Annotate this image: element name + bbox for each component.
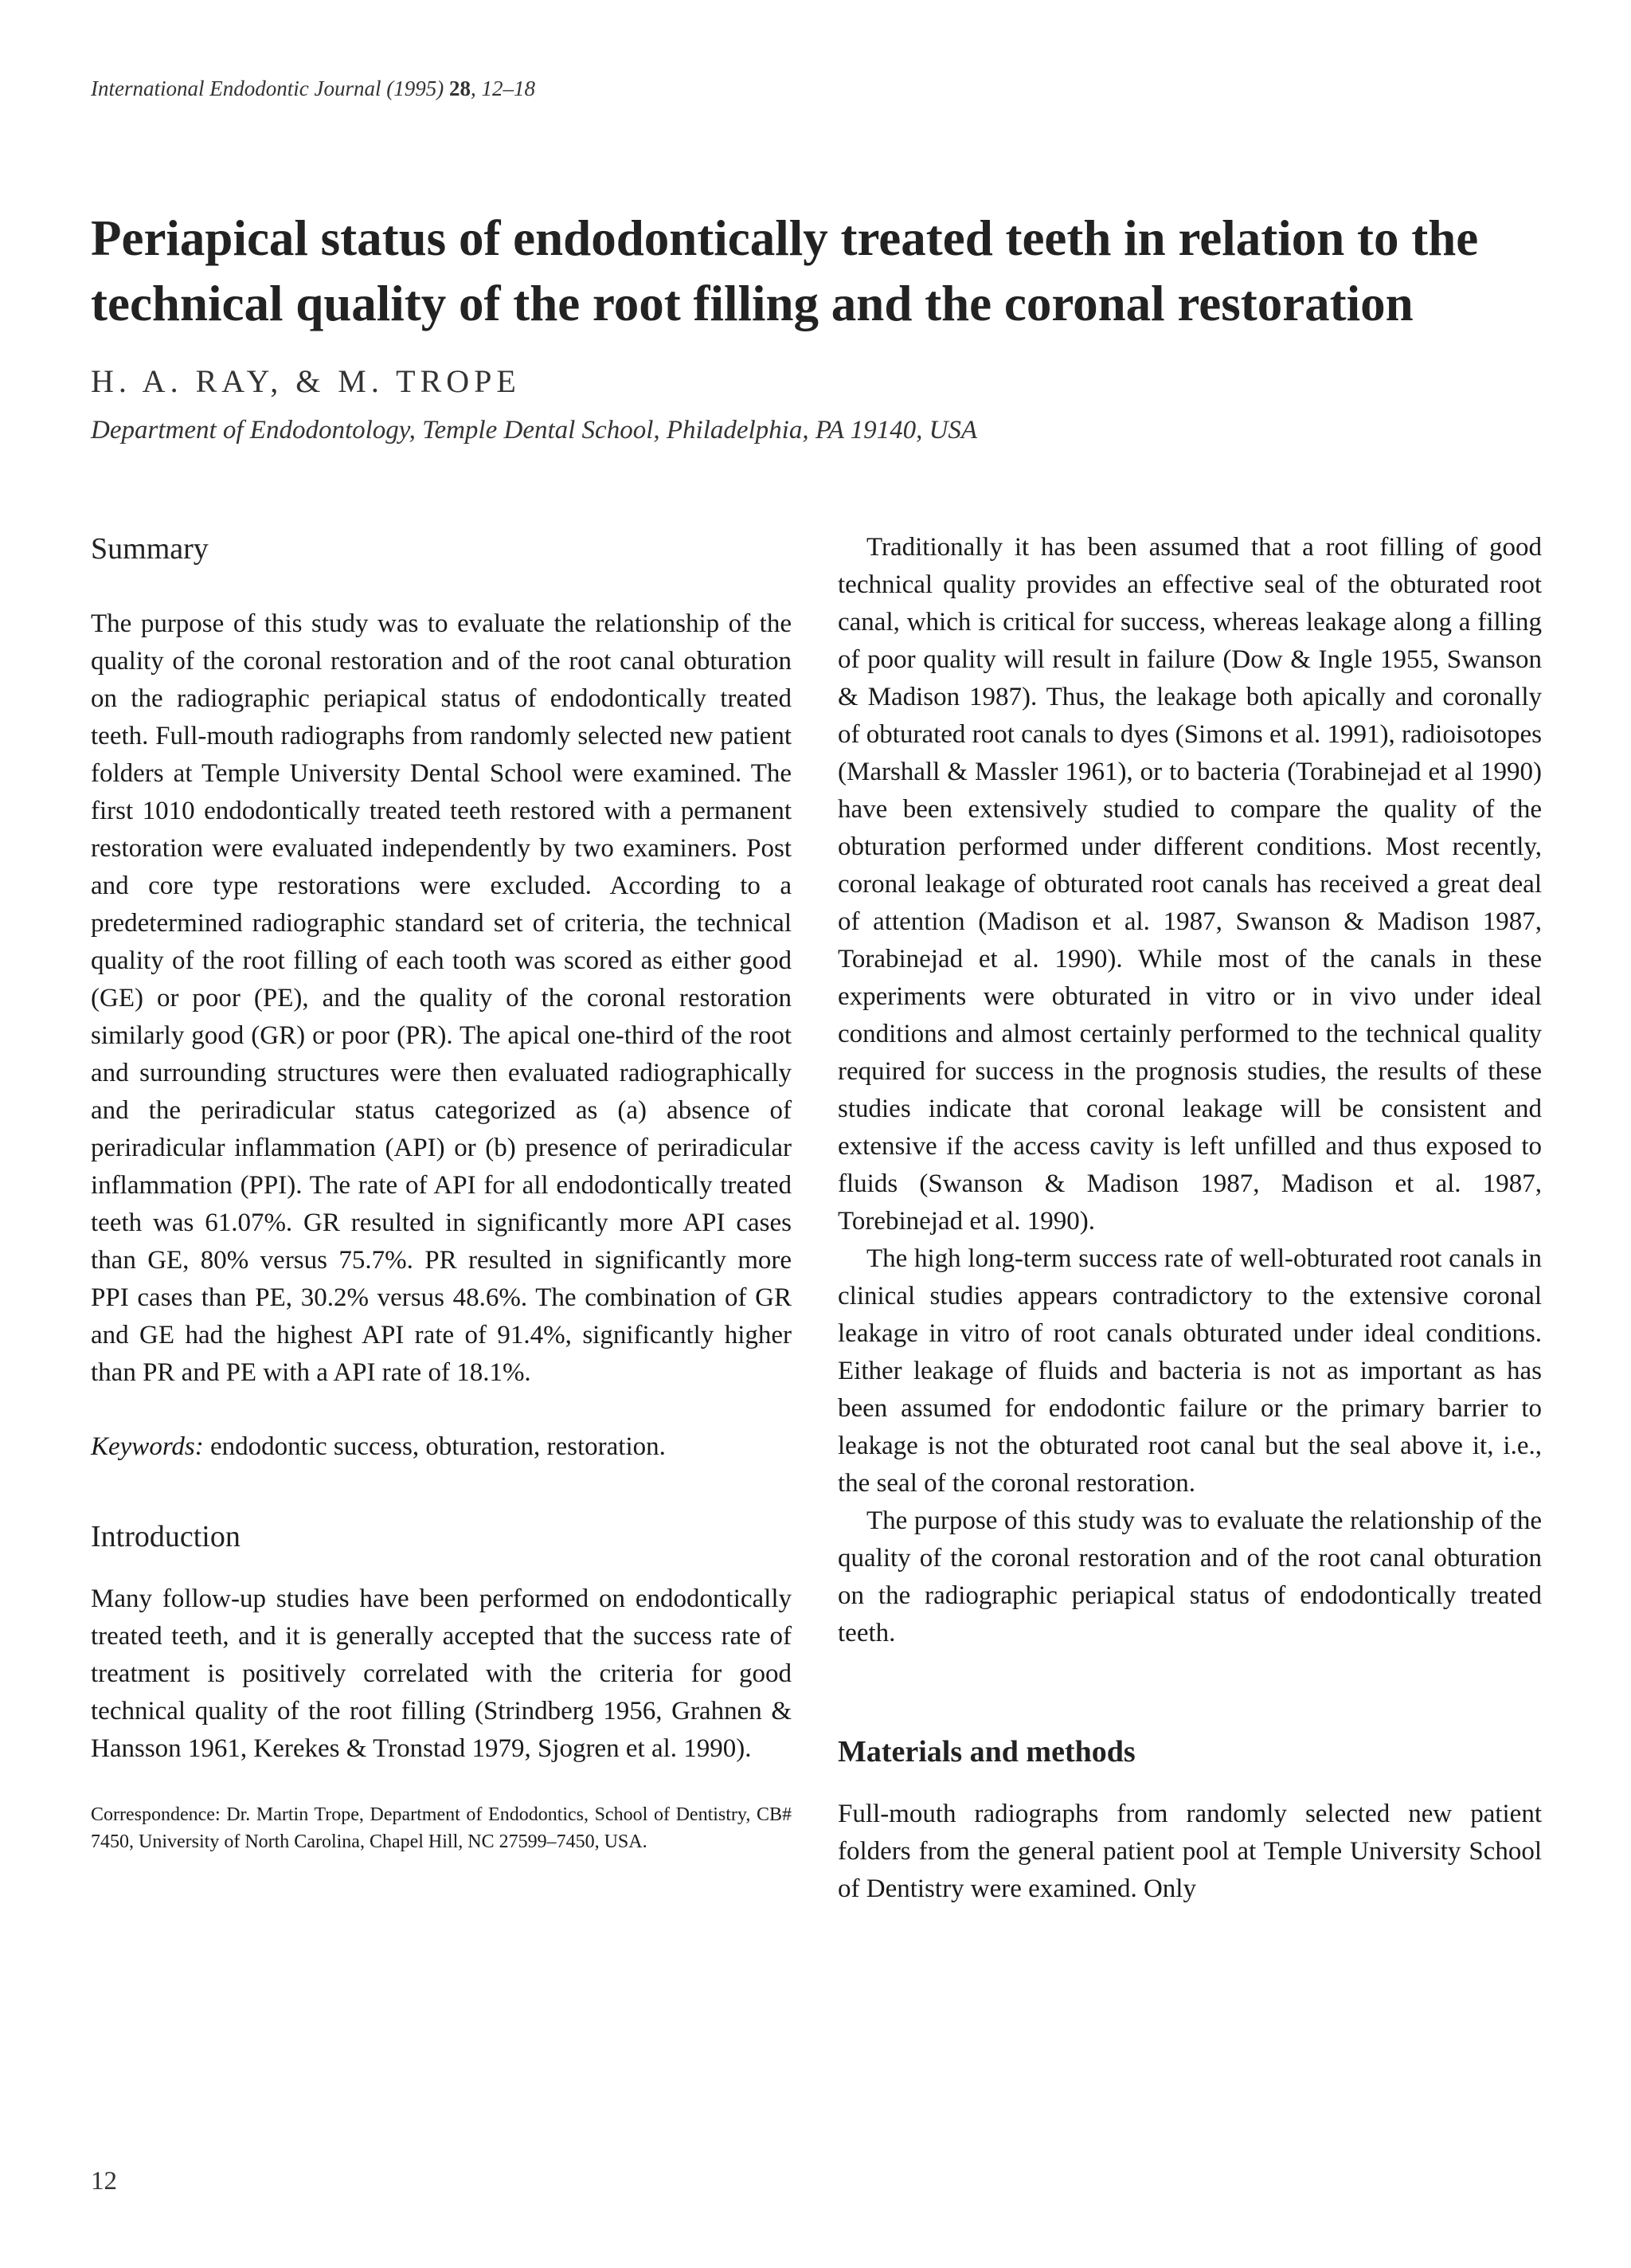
keywords-text: endodontic success, obturation, restoration. (203, 1432, 666, 1461)
keywords (91, 1428, 792, 1466)
summary-heading: Summary (91, 532, 209, 566)
authors: H. A. RAY, & M. TROPE (91, 363, 521, 399)
introduction-paragraph-3: The high long-term success rate of well-obturated root canals in clinical studies appears contradictory to the extensive coronal leakage in vitro of root canals obturated under ideal conditions. Either leakage of fluids and bacteria is not as important as has been assumed for endodontic failure or the primary barrier to leakage is not the obturated root canal but the seal above it, i.e., the seal of the coronal restoration. (838, 1244, 1542, 1498)
summary-text: The purpose of this study was to evaluate the relationship of the quality of the coronal restoration and of the root canal obturation on the radiographic periapical status of endodontically treated teeth. Full-mouth radiographs from randomly selected new patient folders at Temple University Dental School were examined. The first 1010 endodontically treated teeth restored with a permanent restoration were evaluated independently by two examiners. Post and core type restorations were excluded. According to a predetermined radiographic standard set of criteria, the technical quality of the root filling of each tooth was scored as either good (GE) or poor (PE), and the quality of the coronal restoration similarly good (GR) or poor (PR). The apical one-third of the root and surrounding structures were then evaluated radiographically and the periradicular status categorized as (a) absence of periradicular inflammation (API) or (b) presence of periradicular inflammation (PPI). The rate of API for all endodontically treated teeth was 61.07%. GR resulted in significantly more API cases than GE, 80% versus 75.7%. PR resulted in significantly more PPI cases than PE, 30.2% versus 48.6%. The combination of GR and GE had the highest API rate of 91.4%, significantly higher than PR and PE with a API rate of 18.1%. (91, 609, 792, 1387)
methods-heading: Materials and methods (838, 1735, 1136, 1769)
journal-volume: 28 (448, 76, 471, 100)
keywords-label: Keywords: (91, 1432, 204, 1461)
introduction-heading: Introduction (91, 1520, 241, 1553)
journal-name: International Endodontic Journal (91, 76, 381, 100)
article-title: Periapical status of endodontically treated teeth in relation to the technical quality of the root filling and the coronal restoration (91, 210, 1479, 331)
left-column (91, 529, 792, 1855)
affiliation: Department of Endodontology, Temple Dental School, Philadelphia, PA 19140, USA (91, 416, 978, 445)
page-number: 12 (91, 2167, 117, 2196)
right-column (838, 529, 1542, 1908)
introduction-paragraph-2: Traditionally it has been assumed that a root filling of good technical quality provides an effective seal of the obturated root canal, which is critical for success, whereas leakage along a filling of poor quality will result in failure (Dow & Ingle 1955, Swanson & Madison 1987). Thus, the leakage both apically and coronally of obturated root canals to dyes (Simons et al. 1991), radioisotopes (Marshall & Massler 1961), or to bacteria (Torabinejad et al 1990) have been extensively studied to compare the quality of the obturation performed under different conditions. Most recently, coronal leakage of obturated root canals has received a great deal of attention (Madison et al. 1987, Swanson & Madison 1987, Torabinejad et al. 1990). While most of the canals in these experiments were obturated in vitro or in vivo under ideal conditions and almost certainly performed to the technical quality required for success in the prognosis studies, the results of these studies indicate that coronal leakage will be consistent and extensive if the access cavity is left unfilled and thus exposed to fluids (Swanson & Madison 1987, Madison et al. 1987, Torebinejad et al. 1990). (838, 533, 1542, 1236)
methods-text: Full-mouth radiographs from randomly selected new patient folders from the general patient pool at Temple University School of Dentistry were examined. Only (838, 1800, 1542, 1903)
introduction-paragraph-1: Many follow-up studies have been performed on endodontically treated teeth, and it is generally accepted that the success rate of treatment is positively correlated with the criteria for good technical quality of the root filling (Strindberg 1956, Grahnen & Hansson 1961, Kerekes & Tronstad 1979, Sjogren et al. 1990). (91, 1584, 792, 1763)
journal-pages: , 12–18 (470, 76, 535, 100)
correspondence-note: Correspondence: Dr. Martin Trope, Department of Endodontics, School of Dentistry, CB# 7450, University of North Carolina, Chapel Hill, NC 27599–7450, USA. (91, 1804, 792, 1852)
running-header (91, 76, 535, 101)
introduction-paragraph-4: The purpose of this study was to evaluate the relationship of the quality of the coronal restoration and of the root canal obturation on the radiographic periapical status of endodontically treated teeth. (838, 1506, 1542, 1647)
journal-year: (1995) (386, 76, 444, 100)
